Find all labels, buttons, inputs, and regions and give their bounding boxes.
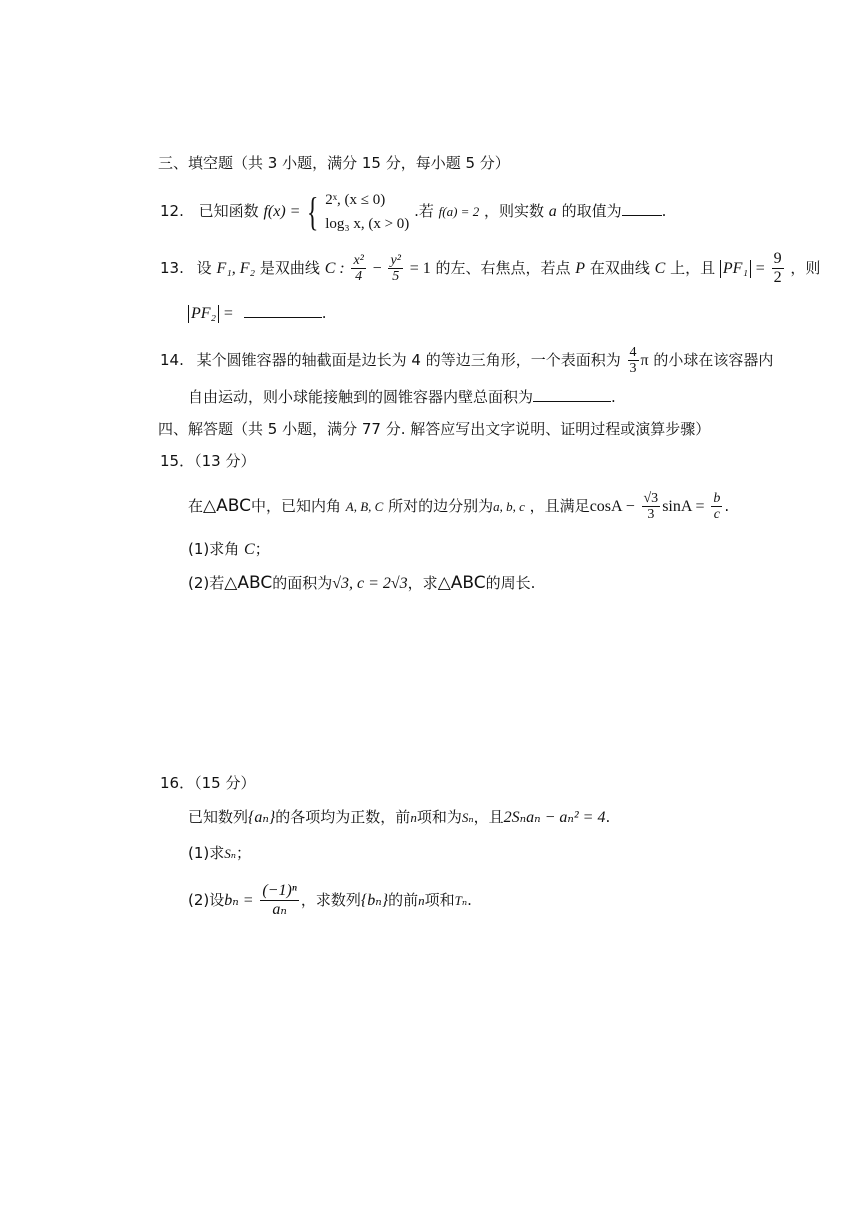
fraction-4-over-3: $\frac{4}{3}$ xyxy=(629,345,637,376)
sequence-a: {aₙ} xyxy=(248,809,276,826)
triangle-abc: △ABC xyxy=(203,496,251,516)
question-16-stem xyxy=(188,806,610,829)
pi-symbol: π xyxy=(640,352,649,369)
question-15-part-1 xyxy=(188,538,270,561)
angle-c: C xyxy=(244,541,255,558)
case-1: 2ˣ, (x ≤ 0) xyxy=(325,191,386,208)
cos-term: cosA − xyxy=(589,498,635,515)
question-15-header: 15．（13 分） xyxy=(160,452,256,470)
fraction-sqrt3-over-3: $\frac{√3}{3}$ xyxy=(643,491,659,522)
sum-tn: Tₙ xyxy=(454,893,468,908)
equals-one: = 1 xyxy=(409,260,431,277)
question-16-header: 16．（15 分） xyxy=(160,774,256,792)
variable-a: a xyxy=(548,203,557,220)
bn-definition: bₙ = xyxy=(224,892,254,909)
question-text: 所对的边分别为 xyxy=(388,497,494,515)
foci: F₁, F₂ xyxy=(216,260,256,277)
question-14 xyxy=(160,340,773,380)
angles: A, B, C xyxy=(345,499,384,514)
question-text: 的前 xyxy=(388,891,419,909)
punctuation: . xyxy=(321,304,327,322)
question-text: 的周长. xyxy=(485,574,536,592)
fraction-9-over-2: $\frac{9}{2}$ xyxy=(773,250,782,286)
question-text: 的取值为 xyxy=(561,202,622,220)
variable-n: n xyxy=(410,810,417,825)
relation: 2Sₙaₙ − aₙ² = 4 xyxy=(503,809,606,826)
part-label: (2)设 xyxy=(188,891,225,909)
question-text: 项和为 xyxy=(416,808,462,826)
punctuation: ； xyxy=(254,540,270,558)
question-text: 的小球在该容器内 xyxy=(653,351,774,369)
question-number: 12. xyxy=(160,202,184,220)
question-16-part-2 xyxy=(188,878,472,922)
curve-name: C : xyxy=(324,260,345,277)
question-text: .若 xyxy=(414,202,434,220)
curve-c: C xyxy=(654,260,666,277)
question-text: ，且满足 xyxy=(529,497,590,515)
question-text: 自由运动，则小球能接触到的圆锥容器内壁总面积为 xyxy=(188,388,534,406)
answer-blank[interactable] xyxy=(244,303,322,318)
question-text: ，求数列 xyxy=(300,891,361,909)
question-text: 设 xyxy=(196,259,212,277)
question-text: 中，已知内角 xyxy=(250,497,341,515)
question-text: 的左、右焦点，若点 xyxy=(435,259,571,277)
triangle-abc: △ABC xyxy=(437,573,486,593)
answer-blank[interactable] xyxy=(622,201,662,216)
sequence-b: {bₙ} xyxy=(360,892,389,909)
part-label: (2)若 xyxy=(188,574,225,592)
question-text: 是双曲线 xyxy=(259,259,320,277)
punctuation: . xyxy=(661,202,667,220)
question-text: ，则 xyxy=(790,259,821,277)
question-number: 13. xyxy=(160,259,184,277)
minus-sign: − xyxy=(372,260,382,277)
question-text: 某个圆锥容器的轴截面是边长为 4 的等边三角形，一个表面积为 xyxy=(196,351,621,369)
sum-sn: Sₙ xyxy=(224,846,237,861)
variable-n: n xyxy=(418,893,425,908)
section-heading-solve: 四、解答题（共 5 小题，满分 77 分. 解答应写出文字说明、证明过程或演算步骤） xyxy=(158,420,711,438)
equals: = xyxy=(755,260,765,277)
fraction-x2-over-4: $\frac{\text{x²}}{4}$ xyxy=(353,253,364,284)
question-14-line-2 xyxy=(188,386,616,408)
condition: f(a) = 2 xyxy=(438,204,480,219)
punctuation: . xyxy=(605,808,611,826)
question-13 xyxy=(160,248,820,288)
question-text: 上，且 xyxy=(670,259,716,277)
question-text: ，则实数 xyxy=(483,202,544,220)
question-text: 在 xyxy=(188,497,204,515)
question-number: 14. xyxy=(160,351,184,369)
punctuation: ； xyxy=(236,844,252,862)
punctuation: . xyxy=(467,891,472,909)
section-heading-fill-in: 三、填空题（共 3 小题，满分 15 分，每小题 5 分） xyxy=(158,154,510,172)
fraction-b-over-c: $\frac{b}{c}$ xyxy=(713,491,721,522)
question-text: 已知函数 xyxy=(198,202,259,220)
question-15-part-2 xyxy=(188,572,535,595)
area-and-side: √3, c = 2√3 xyxy=(332,575,408,592)
question-15-stem xyxy=(188,486,729,526)
punctuation: . xyxy=(611,388,616,406)
question-text: 的面积为 xyxy=(272,574,333,592)
sum-sn: Sₙ xyxy=(461,810,474,825)
fraction-bn: $\frac{\text{(−1)ⁿ}}{\text{aₙ}}$ xyxy=(262,882,297,918)
abs-pf1: PF₁ xyxy=(720,260,751,278)
sin-term: sinA = xyxy=(662,498,705,515)
case-2: log₃ x, (x > 0) xyxy=(325,215,410,232)
question-16-part-1 xyxy=(188,842,251,865)
part-label: (1)求 xyxy=(188,844,225,862)
question-text: ，求 xyxy=(407,574,438,592)
sides: a, b, c xyxy=(493,499,525,514)
question-text: 已知数列 xyxy=(188,808,249,826)
equals: = xyxy=(223,305,233,322)
punctuation: . xyxy=(724,497,730,515)
question-text: 在双曲线 xyxy=(589,259,650,277)
question-text: 的各项均为正数，前 xyxy=(275,808,411,826)
function-definition: f(x) = xyxy=(263,203,301,220)
part-label: (1)求角 xyxy=(188,540,240,558)
question-13-answer-line xyxy=(188,302,326,325)
piecewise-cases xyxy=(325,188,409,236)
question-text: ，且 xyxy=(473,808,504,826)
question-12 xyxy=(160,186,666,236)
abs-pf2: PF₂ xyxy=(188,305,219,323)
question-text: 项和 xyxy=(424,891,455,909)
piecewise-brace: { xyxy=(307,188,319,234)
triangle-abc: △ABC xyxy=(224,573,273,593)
answer-blank[interactable] xyxy=(533,387,611,402)
fraction-y2-over-5: $\frac{\text{y²}}{5}$ xyxy=(390,253,401,284)
point-p: P xyxy=(575,260,586,277)
